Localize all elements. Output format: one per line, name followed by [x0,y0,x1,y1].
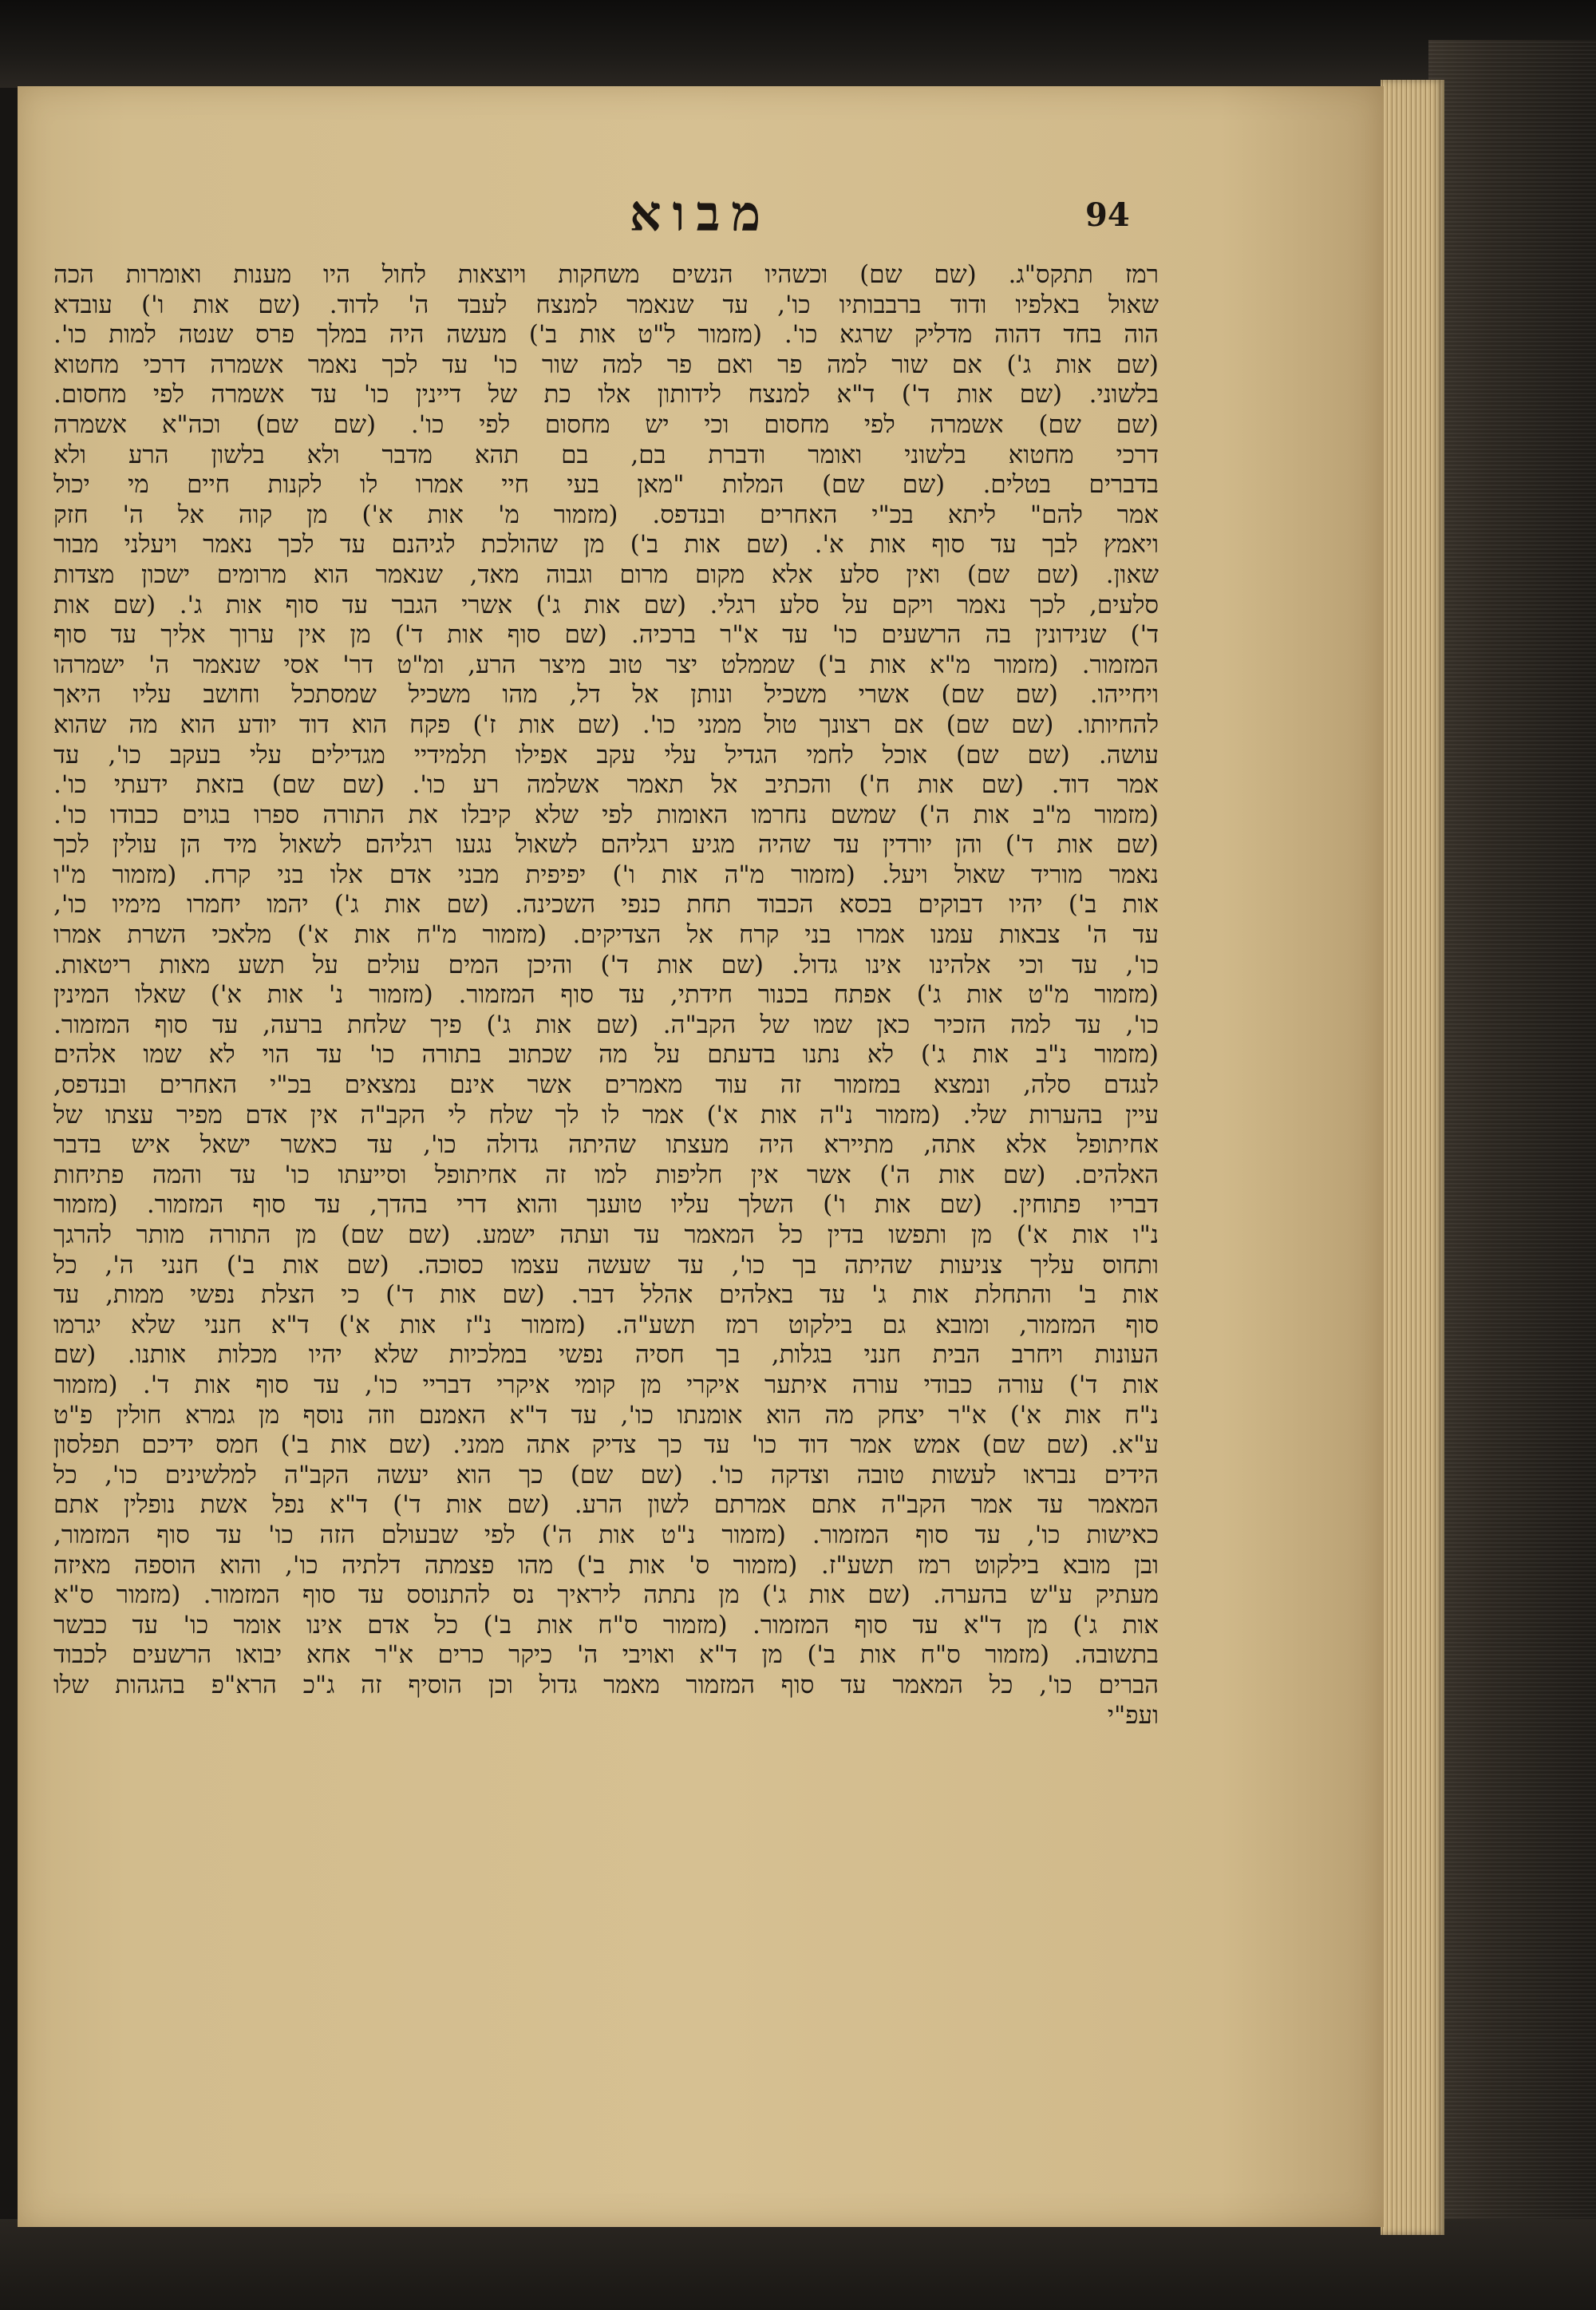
text-line: אות ב' והתחלת אות ג' עד באלהים אהלל דבר. (שם אות ד') כי הצלת נפשי ממות, עד [53,1280,1159,1310]
text-line: להחיותו. (שם שם) אם רצונך טול ממני כו'. (שם אות ז') פקח הוא דוד יודע הוא מה שהוא [53,710,1159,739]
text-line: ותחוס עליך צניעות שהיתה בך כו', עד שעשה עצמו כסוכה. (שם אות ב') חנני ה', כל [53,1250,1159,1280]
book-cover-top [0,0,1596,88]
text-line: העונות ויחרב הבית חנני בגלות, בך חסיה נפשי במלכיות שלא יהיו מכלות אותנו. (שם [53,1340,1159,1370]
text-line: אחיתופל אלא אתה, מתיירא היה מעצתו שהיתה גדולה כו', עד כאשר ישאל איש בדבר [53,1130,1159,1160]
book-page [18,86,1384,2227]
text-line: כו', עד וכי אלהינו אינו גדול. (שם אות ד') והיכן המים עולים על תשע מאות ריטאות. [53,950,1159,979]
text-line: כאישות כו', עד סוף המזמור. (מזמור נ"ט אות ה') לפי שבעולם הזה כו' עד סוף המזמור, [53,1520,1159,1549]
text-line: לנגדם סלה, ונמצא במזמור זה עוד מאמרים אשר אינם נמצאים בכ"י האחרים ובנדפס, [53,1070,1159,1100]
text-line: (שם שם) אשמרה לפי מחסום וכי יש מחסום לפי כו'. (שם שם) וכה"א אשמרה [53,409,1159,439]
text-line: בלשוני. (שם אות ד') ד"א למנצח לידותון אלו כת של דיינין כו' עד אשמרה לפי מחסום. [53,380,1159,409]
page-number: 94 [1085,196,1130,234]
text-line: הוה בחד דהוה מדליק שרגא כו'. (מזמור ל"ט אות ב') מעשה היה במלך פרס שנטה למות כו'. [53,320,1159,350]
text-line: (מזמור נ"ב אות ג') לא נתנו בדעתם על מה שכתוב בתורה כו' עד הוי לא שמו אלהים [53,1040,1159,1070]
text-line: דרכי מחטוא בלשוני ואומר ודברת בם, בם תהא מדבר ולא בלשון הרע ולא [53,440,1159,469]
text-line: כו', עד למה הזכיר כאן שמו של הקב"ה. (שם אות ג') פיך שלחת ברעה, עד סוף המזמור. [53,1010,1159,1039]
text-line: עד ה' צבאות עמנו אמרו בני קרח אל הצדיקים. (מזמור מ"ח אות א') מלאכי השרת אמרו [53,920,1159,950]
text-line: ויחייהו. (שם שם) אשרי משכיל ונותן אל דל, מהו משכיל שמסתכל וחושב עליו היאך [53,680,1159,710]
page-edges [1381,80,1444,2235]
text-line: בתשובה. (מזמור ס"ח אות ב') מן ד"א ואויבי ה' כיקר כרים א"ר אחא יבואו הרשעים לכבוד [53,1640,1159,1670]
text-line: סוף המזמור, ומובא גם בילקוט רמז תשע"ה. (מזמור נ"ז אות א') ד"א חנני שלא יגרמו [53,1310,1159,1339]
text-line: ד') שנידונין בה הרשעים כו' עד א"ר ברכיה. (שם סוף אות ד') מן אין ערוך אליך עד סוף [53,620,1159,650]
text-line: (מזמור מ"ט אות ג') אפתח בכנור חידתי, עד סוף המזמור. (מזמור נ' אות א') שאלו המינין [53,980,1159,1010]
text-line: הברים כו', כל המאמר עד סוף המזמור מאמר גדול וכן הוסיף זה ג"כ הרא"פ בהגהות שלו [53,1670,1159,1699]
text-line: סלעים, לכך נאמר ויקם על סלע רגלי. (שם אות ג') אשרי הגבר עד סוף אות ג'. (שם אות [53,590,1159,619]
book-cover-spine-edge [1428,40,1596,2310]
text-line: ועפ"י [1107,1700,1159,1730]
text-line: בדברים בטלים. (שם שם) המלות "מאן בעי חיי אמרו לו לקנות חיים מי יכול [53,470,1159,500]
text-line: רמז תתקס"ג. (שם שם) וכשהיו הנשים משחקות ויוצאות לחול היו מענות ואומרות הכה [53,260,1159,289]
text-line: נאמר מוריד שאול ויעל. (מזמור מ"ה אות ו') יפיפית מבני אדם אלו בני קרח. (מזמור מ"ו [53,860,1159,889]
text-line: ע"א. (שם שם) אמש אמר דוד כו' עד כך צדיק אתה ממני. (שם אות ב') חמס ידיכם תפלסון [53,1430,1159,1460]
text-line: שאול באלפיו ודוד ברבבותיו כו', עד שנאמר למנצח לעבד ה' לדוד. (שם אות ו') עובדא [53,290,1159,319]
text-line: אמר דוד. (שם אות ח') והכתיב אל תאמר אשלמה רע כו'. (שם שם) בזאת ידעתי כו'. [53,770,1159,800]
text-line: הידים נבראו לעשות טובה וצדקה כו'. (שם שם) כך הוא יעשה הקב"ה למלשינים כו', כל [53,1460,1159,1489]
text-line: נ"ח אות א') א"ר יצחק מה הוא אומנתו כו', עד ד"א האמנם וזה נוסף מן גמרא חולין פ"ט [53,1400,1159,1430]
text-line: דבריו פתוחין. (שם אות ו') השלך עליו טוענך והוא דרי בהדך, עד סוף המזמור. (מזמור [53,1190,1159,1220]
page-title: מבוא [629,184,772,243]
text-line: (מזמור מ"ב אות ה') שמשם נחרמו האומות לפי שלא קיבלו את התורה ספרו בגוים כבודו כו'. [53,800,1159,829]
text-line: אות ד') עורה כבודי עורה איתער איקרי מן קומי איקרי דבריי כו', עד סוף אות ד'. (מזמור [53,1370,1159,1399]
book-cover-bottom [0,2219,1596,2310]
text-line: המאמר עד אמר הקב"ה אתם אמרתם לשון הרע. (שם אות ד') ד"א נפל אשת נופלין אתם [53,1490,1159,1520]
text-line: (שם אות ד') והן יורדין עד שהיה מגיע רגליהם לשאול נגעו רגליהם לשאול מיד הן עולין לכך [53,830,1159,860]
text-line: שאון. (שם שם) ואין סלע אלא מקום מרום וגבוה מאד, שנאמר הוא מרומים ישכון מצדות [53,560,1159,589]
text-line: האלהים. (שם אות ה') אשר אין חליפות למו זה אחיתופל וסייעתו כו' עד והמה פתיחות [53,1160,1159,1189]
text-line: אמר להם" ליתא בכ"י האחרים ובנדפס. (מזמור מ' אות א') מן קוה אל ה' חזק [53,500,1159,529]
text-line: עיין בהערות שלי. (מזמור נ"ה אות א') אמר לו לך שלח לי הקב"ה אין אדם מפיר עצתו של [53,1100,1159,1129]
text-line: נ"ו אות א') מן ותפשו בדין כל המאמר עד ועתה ישמע. (שם שם) מן התורה מותר להרגך [53,1220,1159,1249]
text-line: המזמור. (מזמור מ"א אות ב') שממלט יצר טוב מיצר הרע, ומ"ט דר' אסי שנאמר ה' ישמרהו [53,650,1159,679]
text-line: אות ב') יהיו דבוקים בכסא הכבוד תחת כנפי השכינה. (שם אות ג') יהמו יחמרו מימיו כו', [53,890,1159,920]
body-text [53,260,1159,1731]
text-line: ובן מובא בילקוט רמז תשע"ז. (מזמור ס' אות ב') מהו פצמתה דלתיה כו', והוא הוספה מאיזה [53,1550,1159,1580]
text-line: עושה. (שם שם) אוכל לחמי הגדיל עלי עקב אפילו תלמידיי מגדילים עלי בעקב כו', עד [53,740,1159,769]
text-line: ויאמץ לבך עד סוף אות א'. (שם אות ב') מן שהולכת לגיהנם עד לכך נאמר ויעלני מבור [53,530,1159,560]
text-line: מעתיק ע"ש בהערה. (שם אות ג') מן נתתה ליראיך נס להתנוסס עד סוף המזמור. (מזמור ס"א [53,1580,1159,1610]
text-line: (שם אות ג') אם שור למה פר ואם פר למה שור כו' עד לכך נאמר אשמרה דרכי מחטוא [53,350,1159,379]
text-line: אות ג') מן ד"א עד סוף המזמור. (מזמור ס"ח אות ב') כל אדם אינו אומר כו' עד כבשר [53,1610,1159,1640]
